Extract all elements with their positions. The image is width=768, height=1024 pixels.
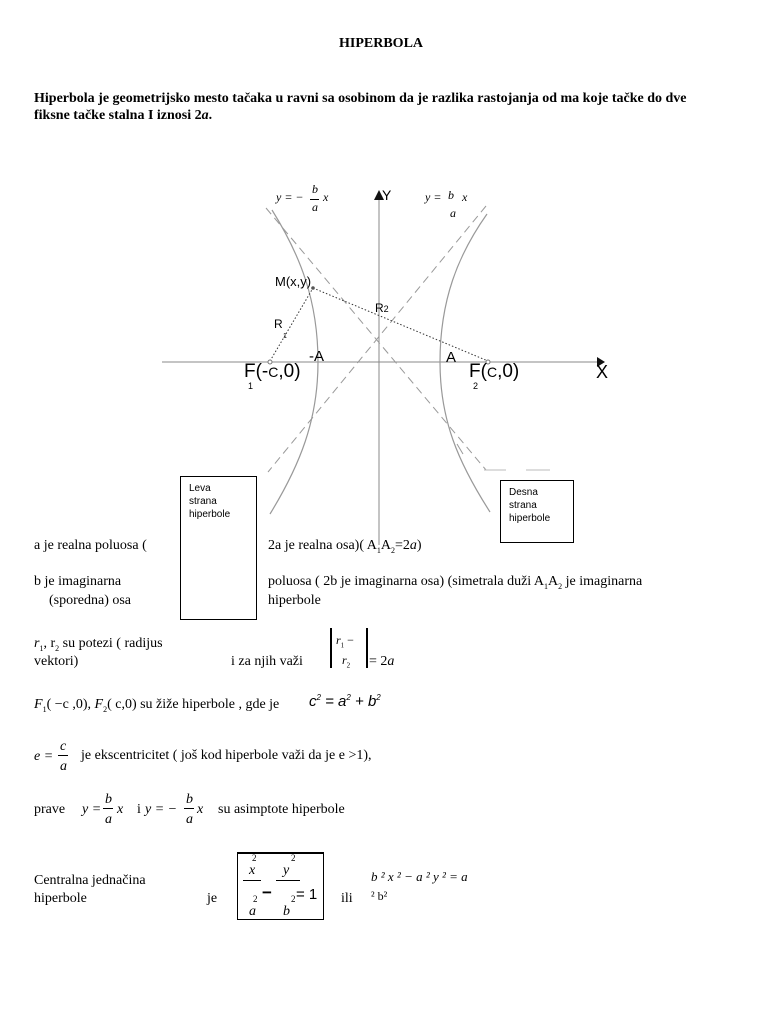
focus-left-label bbox=[244, 361, 301, 383]
eq-sup-x: 2 bbox=[252, 853, 257, 863]
asymptote-positive bbox=[268, 206, 486, 472]
abs-bot-sub: 2 bbox=[346, 661, 351, 670]
page-title: HIPERBOLA bbox=[339, 36, 424, 51]
abs-bot-r: r bbox=[342, 653, 347, 667]
foci-line bbox=[34, 696, 279, 718]
asymptote-left-label bbox=[276, 190, 304, 205]
asym-left-den: a bbox=[312, 200, 318, 214]
r-eq bbox=[369, 653, 394, 670]
focus-left-sub: 1 bbox=[248, 381, 254, 391]
e-bar bbox=[58, 755, 68, 756]
eq-b: b bbox=[283, 904, 290, 919]
r-eq-var: a bbox=[387, 654, 395, 669]
eq-bar-2 bbox=[276, 880, 300, 881]
left-branch-box bbox=[180, 476, 257, 620]
foci-eq-sup3: 2 bbox=[376, 693, 381, 702]
asym-left-num: b bbox=[312, 182, 318, 196]
r-comma: , r bbox=[43, 636, 56, 651]
focus-right-main: F( bbox=[469, 361, 487, 382]
r-text: su potezi ( radijus bbox=[59, 636, 163, 651]
asym-right-num: b bbox=[448, 188, 454, 202]
focus-right-c: C bbox=[486, 364, 498, 380]
left-box-line-3: hiperbole bbox=[189, 509, 231, 520]
right-box-line-3: hiperbole bbox=[509, 513, 551, 524]
left-box-line-1: Leva bbox=[189, 483, 211, 494]
prave-text: su asimptote hiperbole bbox=[218, 802, 345, 817]
right-box-line-2: strana bbox=[509, 500, 537, 511]
foci-eq-b: + b bbox=[350, 693, 377, 710]
a-mid: A bbox=[380, 538, 391, 553]
central-line-1: Centralna jednačina bbox=[34, 873, 146, 888]
prave-den1: a bbox=[105, 812, 112, 827]
definition-line-1: Hiperbola je geometrijsko mesto tačaka u ravni sa osobinom da je razlika rastojanja od ma koje tačke do dve bbox=[34, 91, 687, 106]
foci-b: ( c,0) su žiže hiperbole , gde je bbox=[107, 697, 280, 712]
foci-eq-sup2: 2 bbox=[346, 693, 351, 702]
focus-right-label bbox=[469, 361, 519, 383]
asym-right-x: x bbox=[462, 190, 468, 204]
eq-a: a bbox=[249, 904, 256, 919]
radius-r2 bbox=[313, 288, 488, 361]
a-close: ) bbox=[416, 538, 422, 553]
a-sub1: 1 bbox=[376, 545, 381, 555]
a-end-var: a bbox=[409, 538, 417, 553]
asym-left-x: x bbox=[323, 190, 329, 204]
r2-sub: 2 bbox=[383, 304, 389, 314]
b-end: je imaginarna bbox=[562, 574, 643, 589]
central-je: je bbox=[207, 891, 218, 906]
foci-f1: F bbox=[34, 697, 43, 712]
eq-sub-b: 2 bbox=[291, 894, 296, 904]
right-branch-box bbox=[500, 480, 574, 543]
alt-equation-2: ² b² bbox=[371, 889, 388, 903]
e-text: je ekscentricitet ( još kod hiperbole važi da je e >1), bbox=[81, 748, 372, 763]
prave-bar1 bbox=[103, 808, 113, 809]
b-line-prefix: b je imaginarna bbox=[34, 574, 122, 589]
e-den: a bbox=[60, 759, 67, 774]
point-m bbox=[311, 286, 315, 290]
b-line-suffix bbox=[268, 573, 642, 595]
foci-sub1: 1 bbox=[42, 704, 47, 714]
foci-a: ( −c ,0), bbox=[46, 697, 95, 712]
b-mid: A bbox=[548, 574, 559, 589]
foci-f2: F bbox=[94, 697, 104, 712]
abs-bot bbox=[342, 652, 350, 674]
focus-left-main: F(- bbox=[244, 361, 269, 382]
abs-minus: − bbox=[344, 633, 354, 647]
a-end: =2 bbox=[394, 538, 410, 553]
focus-right-tail: ,0) bbox=[497, 361, 520, 382]
definition-var: a bbox=[201, 108, 209, 123]
prave-x1: x bbox=[117, 802, 124, 817]
vertex-right-label: A bbox=[446, 349, 457, 366]
prave-bar2 bbox=[184, 808, 194, 809]
eq-minus: − bbox=[262, 883, 272, 902]
abs-bar-left bbox=[330, 628, 332, 668]
b-line-second: (sporedna) osa bbox=[49, 593, 132, 608]
r1-sub: 1 bbox=[283, 333, 287, 340]
a-line-prefix: a je realna poluosa ( bbox=[34, 538, 147, 553]
a-suffix-text: 2a je realna osa)( A bbox=[268, 538, 377, 553]
prave-num2: b bbox=[186, 792, 193, 807]
prave-i: i bbox=[137, 802, 141, 817]
asymptote-negative bbox=[266, 208, 486, 470]
focus-left-tail: ,0) bbox=[278, 361, 301, 382]
asym-right-den: a bbox=[450, 206, 456, 220]
prave-den2: a bbox=[186, 812, 193, 827]
abs-top-r: r bbox=[336, 633, 341, 647]
axis-y-label: Y bbox=[382, 187, 392, 203]
focus-left-c: C bbox=[268, 364, 279, 380]
abs-top-sub: 1 bbox=[340, 641, 345, 650]
vertex-left-label: -A bbox=[309, 348, 324, 365]
r-line-2: vektori) bbox=[34, 654, 79, 669]
eq-x: x bbox=[249, 863, 256, 878]
r-letter-1: r bbox=[34, 636, 40, 651]
b-sub1: 1 bbox=[544, 581, 549, 591]
point-m-label: M(x,y) bbox=[275, 274, 312, 289]
central-line-2: hiperbole bbox=[34, 891, 87, 906]
r-sub-2: 2 bbox=[55, 643, 60, 653]
right-box-line-1: Desna bbox=[509, 487, 538, 498]
prave-num1: b bbox=[105, 792, 112, 807]
eq-sup-y: 2 bbox=[291, 853, 296, 863]
foci-eq-sup1: 2 bbox=[316, 693, 321, 702]
focus-right-sub: 2 bbox=[473, 381, 479, 391]
eq-sub-a: 2 bbox=[253, 894, 258, 904]
eq-bar-1 bbox=[243, 880, 261, 881]
b-line-suffix-2: hiperbole bbox=[268, 593, 321, 608]
central-ili: ili bbox=[341, 891, 353, 906]
r2-label bbox=[375, 301, 389, 315]
prave-label: prave bbox=[34, 802, 66, 817]
r-eq-text: = 2 bbox=[369, 654, 388, 669]
axis-x-label: X bbox=[596, 362, 609, 382]
prave-y1: y = bbox=[82, 802, 102, 817]
foci-eq-c: c bbox=[309, 693, 317, 710]
asym-left-lhs: y = − bbox=[276, 190, 304, 204]
e-num: c bbox=[60, 739, 67, 754]
foci-eq-a: = a bbox=[320, 693, 347, 710]
definition-end: . bbox=[208, 108, 213, 123]
r-valid-text: i za njih važi bbox=[231, 654, 303, 669]
b-suffix-text: poluosa ( 2b je imaginarna osa) (simetrala duži A bbox=[268, 574, 545, 589]
prave-x2: x bbox=[197, 802, 204, 817]
abs-bar-right bbox=[366, 628, 368, 668]
eq-y: y bbox=[283, 863, 290, 878]
foci-sub2: 2 bbox=[103, 704, 108, 714]
r1-letter: R bbox=[274, 317, 283, 331]
left-box-line-2: strana bbox=[189, 496, 217, 507]
a-line-suffix bbox=[268, 537, 422, 559]
alt-equation-1: b ² x ² − a ² y ² = a bbox=[371, 869, 468, 884]
asymptote-right-label: y = bbox=[425, 190, 442, 204]
eq-one: = 1 bbox=[296, 886, 318, 903]
r2-letter: R bbox=[375, 301, 384, 315]
b-sub2: 2 bbox=[558, 581, 563, 591]
a-sub2: 2 bbox=[390, 545, 395, 555]
r1-label bbox=[274, 317, 283, 331]
definition-text: fiksne tačke stalna I iznosi 2 bbox=[34, 108, 202, 123]
foci-equation bbox=[309, 693, 381, 710]
r-sub-1: 1 bbox=[39, 643, 44, 653]
prave-y2: y = − bbox=[145, 802, 178, 817]
e-lhs: e = bbox=[34, 749, 54, 764]
